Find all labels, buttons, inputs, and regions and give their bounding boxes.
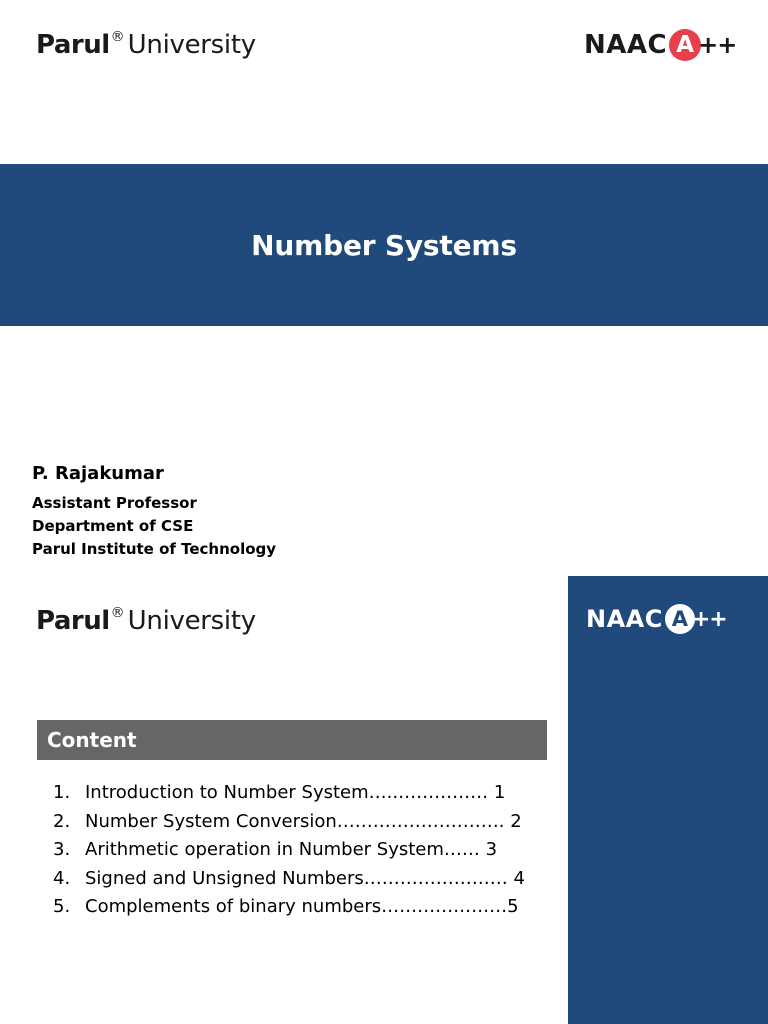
- toc-item-number: 4.: [53, 867, 71, 889]
- side-panel: [568, 576, 768, 1024]
- naac-logo: [584, 29, 736, 61]
- slide-title: Number Systems: [251, 228, 517, 262]
- author-institute: Parul Institute of Technology: [32, 540, 277, 558]
- toc-item-text: Introduction to Number System…..…………… 1: [85, 782, 506, 803]
- registered-mark: ®: [110, 605, 125, 621]
- toc-item: [53, 779, 525, 808]
- toc-item: [53, 808, 525, 837]
- toc-item-number: 5.: [53, 896, 71, 917]
- content-heading: Content: [47, 728, 137, 752]
- parul-university-logo: [36, 30, 256, 60]
- author-name: P. Rajakumar: [32, 463, 164, 484]
- content-slide: [0, 576, 768, 1024]
- naac-logo: [586, 604, 727, 634]
- author-designation: Assistant Professor: [32, 494, 197, 512]
- author-block: [32, 462, 276, 561]
- toc-item-text: Complements of binary numbers…………………5: [85, 896, 519, 917]
- logo-word-university: University: [127, 606, 256, 636]
- toc-item-number: 2.: [53, 810, 71, 832]
- toc-item: [53, 893, 525, 922]
- toc-item-text: Signed and Unsigned Numbers…………………… 4: [85, 867, 525, 889]
- registered-mark: ®: [110, 29, 125, 45]
- naac-plus: ++: [698, 31, 737, 59]
- naac-grade-circle: A: [665, 604, 695, 634]
- toc-item: [53, 865, 525, 894]
- content-heading-bar: [37, 720, 547, 760]
- title-band: [0, 164, 768, 326]
- naac-text: NAAC: [584, 30, 668, 60]
- toc-item: [53, 836, 525, 865]
- toc-item-text: Arithmetic operation in Number System…… 3: [85, 839, 498, 860]
- table-of-contents: [53, 779, 525, 922]
- toc-item-number: 3.: [53, 839, 71, 860]
- parul-university-logo: [36, 606, 256, 636]
- author-department: Department of CSE: [32, 517, 194, 535]
- naac-grade-circle: A: [669, 29, 701, 61]
- naac-text: NAAC: [586, 605, 663, 633]
- logo-word-parul: Parul: [36, 606, 110, 636]
- naac-plus: ++: [691, 606, 727, 632]
- toc-item-number: 1.: [53, 782, 71, 803]
- logo-word-parul: Parul: [36, 30, 110, 60]
- logo-word-university: University: [127, 30, 256, 60]
- toc-item-text: Number System Conversion………………………. 2: [85, 810, 522, 832]
